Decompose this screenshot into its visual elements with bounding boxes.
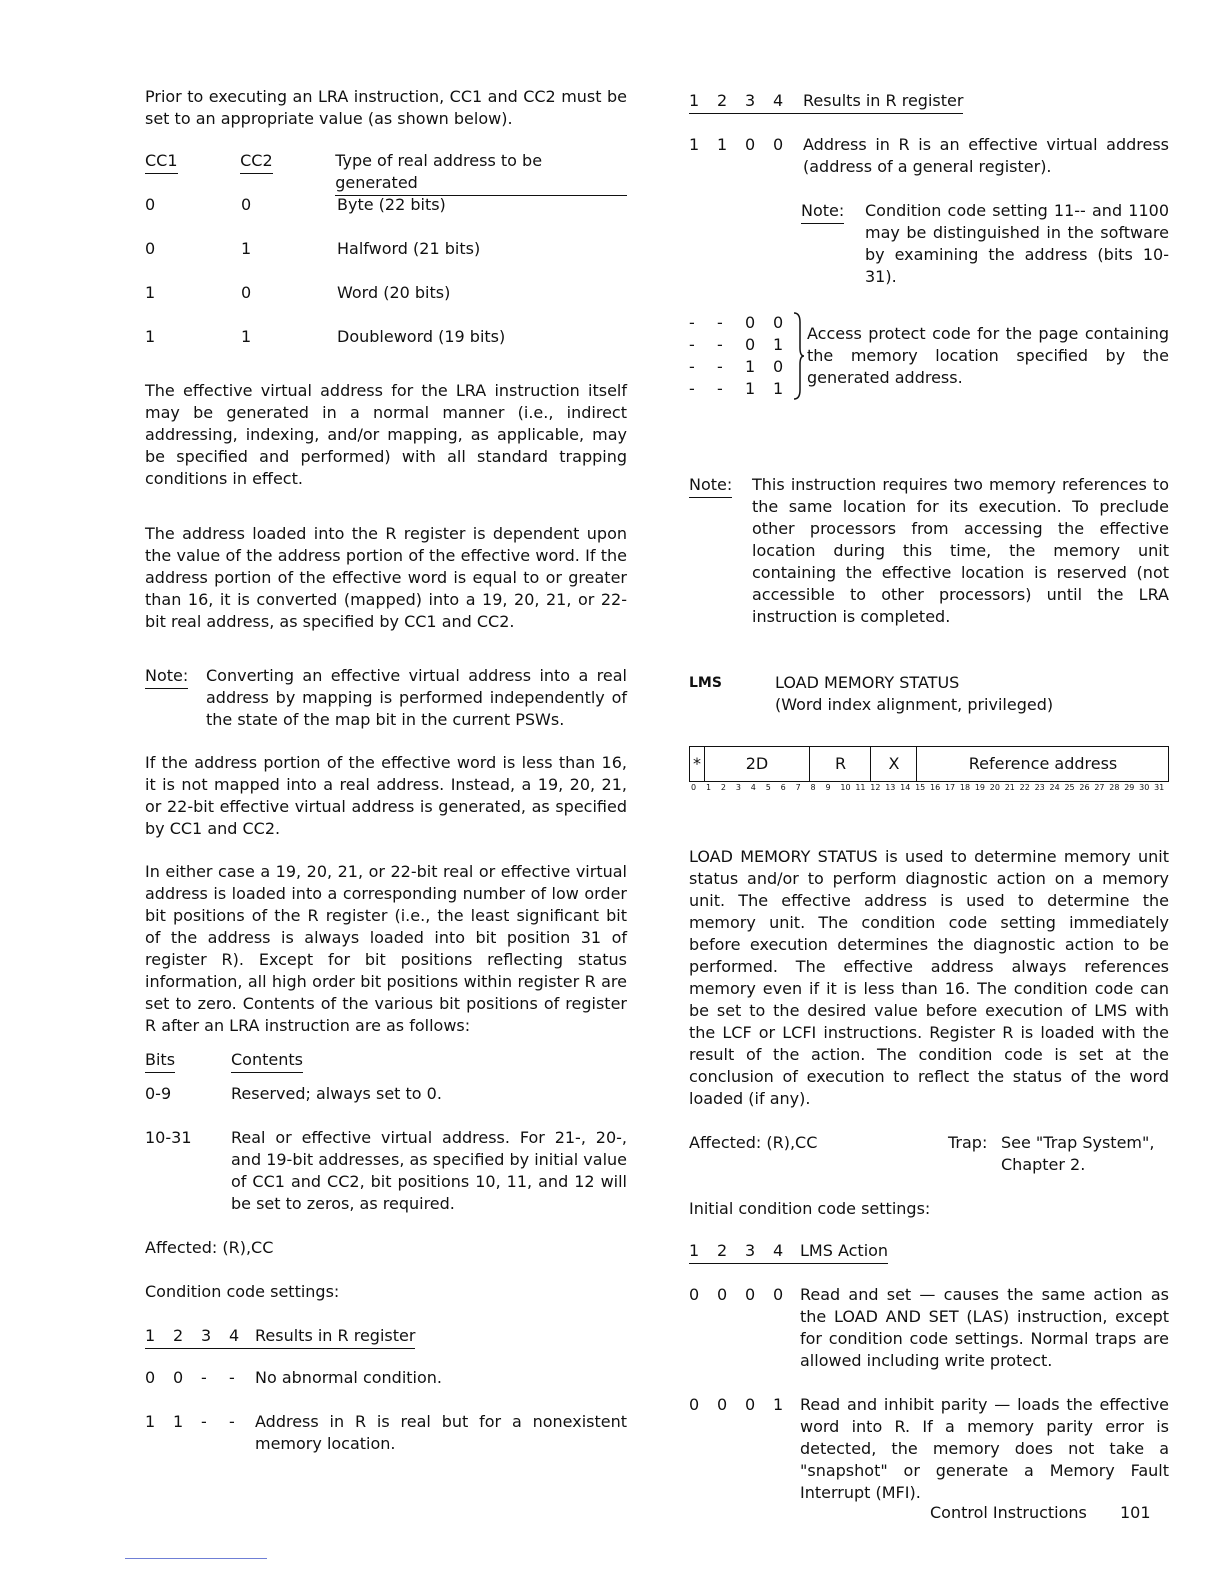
cc1-value: 0: [145, 195, 156, 214]
paragraph-effective-address: The effective virtual address for the LRA instruction itself may be generated in a normal manner (i.e., indirect addressing, indexing, and/or mapping, as applicable, may be specified and performed) with all standard trapping conditions in effect.: [145, 381, 627, 488]
bit-1-label: 1: [689, 91, 700, 110]
bit-number: 2: [720, 783, 726, 792]
access-bits: - - 0 0 - - 0 1 - - 1 0 - - 1 1: [689, 313, 784, 398]
bit-value: 0: [717, 1285, 728, 1304]
bit-value: 1: [717, 135, 728, 154]
bit-number: 23: [1034, 783, 1045, 792]
bit-number: 12: [870, 783, 881, 792]
bit-3-label: 3: [201, 1326, 212, 1345]
bit-number: 11: [855, 783, 866, 792]
bit-number: 1: [705, 783, 712, 792]
bit-value: -: [229, 1368, 235, 1387]
bit-number: 26: [1079, 783, 1090, 792]
cc-table: [145, 150, 627, 348]
lms-name: LOAD MEMORY STATUS: [775, 673, 960, 692]
result-text: Address in R is real but for a nonexistent memory location.: [255, 1412, 627, 1453]
note-label: Note:: [145, 665, 188, 689]
bit-number: 10: [840, 783, 851, 792]
access-protect-group: [689, 312, 1169, 400]
right-column: [689, 90, 1169, 1504]
bit-1-label: 1: [145, 1326, 156, 1345]
bit-value: 0: [145, 1368, 156, 1387]
bits-table-row: [145, 1083, 627, 1105]
bit-value: 1: [173, 1412, 184, 1431]
cc2-value: 0: [241, 283, 252, 302]
results-row: [145, 1411, 627, 1455]
bit-3-label: 3: [745, 1241, 756, 1260]
access-protect-text: Access protect code for the page containing the memory location specified by the generated address.: [807, 324, 1169, 387]
cc2-value: 1: [241, 239, 252, 258]
lms-action-header: [689, 1240, 1169, 1264]
bit-number: 31: [1154, 783, 1165, 792]
page-footer: [930, 1502, 1160, 1524]
bit-4-label: 4: [773, 91, 784, 110]
trap-text: See "Trap System", Chapter 2.: [1001, 1133, 1155, 1174]
cc-table-header: [145, 150, 627, 192]
bit-number: 6: [780, 783, 786, 792]
bit-number: 19: [974, 783, 985, 792]
left-column: [145, 86, 627, 1455]
condition-code-settings-label: Condition code settings:: [145, 1282, 340, 1301]
header-cc1: CC1: [145, 150, 178, 174]
results-header: [145, 1325, 627, 1349]
bit-number: 20: [989, 783, 1000, 792]
bits-table-header: [145, 1049, 627, 1073]
lms-description: LOAD MEMORY STATUS is used to determine memory unit status and/or to perform diagnostic action on a memory unit. The effective address is used to determine the memory unit. The condition code setting immediately before execution determines the diagnostic action to be performed. The effective address always references memory even if it is less than 16. The condition code can be set to the desired value before execution of LMS with the LCF or LCFI instructions. Register R is loaded with the result of the action. The condition code is set at the conclusion of execution to reflect the status of the word loaded (if any).: [689, 847, 1169, 1108]
bit-2-label: 2: [717, 1241, 728, 1260]
bit-2-label: 2: [717, 91, 728, 110]
bit-value: 0: [745, 1285, 756, 1304]
bit-value: 0: [717, 1395, 728, 1414]
type-value: Doubleword (19 bits): [337, 327, 506, 346]
bits-range: 0-9: [145, 1084, 172, 1103]
bits-table-row: [145, 1127, 627, 1215]
bit-number: 8: [810, 783, 816, 792]
lms-mnemonic: LMS: [689, 675, 722, 691]
bit-number-scale: [689, 782, 1167, 794]
bit-number: 0: [691, 783, 697, 792]
bit-number: 18: [959, 783, 971, 792]
bit-value: -: [201, 1412, 207, 1431]
lms-subtitle: (Word index alignment, privileged): [775, 695, 1054, 714]
page-number: 101: [1120, 1503, 1151, 1522]
bit-4-label: 4: [773, 1241, 784, 1260]
bit-number: 15: [915, 783, 926, 792]
results-row: [145, 1367, 627, 1389]
bit-1-label: 1: [689, 1241, 700, 1260]
cc2-value: 1: [241, 327, 252, 346]
cc1-value: 1: [145, 327, 156, 346]
footer-section: Control Instructions: [930, 1503, 1087, 1522]
lms-action-text: Read and set — causes the same action as the LOAD AND SET (LAS) instruction, except for condition code settings. Normal traps are allowed including write protect.: [800, 1285, 1169, 1370]
paragraph-either-case: In either case a 19, 20, 21, or 22-bit real or effective virtual address is loaded into a corresponding number of low order bit positions of the R register (i.e., the least significant bit of the address is always loaded into bit position 31 of register R). Except for bit positions reflecting status information, all high order bit positions within register R are set to zero. Contents of the various bit positions of register R after an LRA instruction are as follows:: [145, 862, 627, 1035]
affected-trap-line: [689, 1132, 1169, 1176]
initial-cc-label: Initial condition code settings:: [689, 1199, 931, 1218]
note-text: This instruction requires two memory references to the same location for its execution. To preclude other processors from accessing the effective location during this time, the memory unit containing the effective location is reserved (not accessible to other processors) until the LRA instruction is completed.: [752, 475, 1169, 626]
bit-number: 14: [900, 783, 911, 792]
cc-table-row: [145, 194, 627, 216]
results-row: [689, 134, 1169, 178]
note-mapping: [145, 665, 627, 731]
bit-number: 27: [1094, 783, 1105, 792]
bit-value: -: [201, 1368, 207, 1387]
affected-line: Affected: (R),CC: [689, 1133, 818, 1152]
cc-table-row: [145, 282, 627, 304]
bit-value: 0: [689, 1395, 700, 1414]
bit-value: 1: [773, 1395, 784, 1414]
bit-number: 29: [1124, 783, 1135, 792]
format-reference-field: Reference address: [968, 754, 1118, 773]
lms-heading: [689, 672, 1169, 716]
bit-number: 24: [1049, 783, 1060, 792]
bit-number: 5: [765, 783, 771, 792]
format-opcode-field: 2D: [705, 747, 810, 781]
bit-value: 0: [745, 1395, 756, 1414]
note-condition-code: [801, 200, 1169, 288]
bit-number: 30: [1139, 783, 1150, 792]
bits-contents: Reserved; always set to 0.: [231, 1084, 442, 1103]
note-text: Condition code setting 11-- and 1100 may be distinguished in the software by examining the address (bits 10-31).: [865, 201, 1169, 286]
note-label: Note:: [801, 200, 844, 224]
bottom-rule: [125, 1558, 267, 1559]
bit-value: 1: [689, 135, 700, 154]
type-value: Word (20 bits): [337, 283, 451, 302]
lms-action-text: Read and inhibit parity — loads the effective word into R. If a memory parity error is detected, the memory does not take a "snapshot" or generate a Memory Fault Interrupt (MFI).: [800, 1395, 1169, 1502]
paragraph-address-loaded: The address loaded into the R register is dependent upon the value of the address portion of the effective word. If the address portion of the effective word is equal to or greater than 16, it is converted (mapped) into a 19, 20, 21, or 22-bit real address, as specified by CC1 and CC2.: [145, 524, 627, 631]
header-cc2: CC2: [240, 150, 273, 174]
bit-number: 21: [1004, 783, 1015, 792]
format-r-field: R: [811, 747, 871, 781]
intro-paragraph: Prior to executing an LRA instruction, CC1 and CC2 must be set to an appropriate value (as shown below).: [145, 87, 627, 128]
type-value: Byte (22 bits): [337, 195, 446, 214]
bits-table: [145, 1049, 627, 1215]
type-value: Halfword (21 bits): [337, 239, 481, 258]
results-header-underline: [145, 1325, 415, 1349]
bit-number: 3: [735, 783, 741, 792]
bit-number: 4: [750, 783, 756, 792]
lms-action-row: [689, 1394, 1169, 1504]
bit-number: 13: [885, 783, 896, 792]
lms-header-underline: [689, 1240, 888, 1264]
affected-line: Affected: (R),CC: [145, 1238, 274, 1257]
trap-label: Trap:: [948, 1133, 988, 1152]
results-label: Results in R register: [255, 1326, 416, 1345]
brace-icon: [793, 312, 805, 400]
note-label: Note:: [689, 474, 732, 498]
bit-2-label: 2: [173, 1326, 184, 1345]
bit-3-label: 3: [745, 91, 756, 110]
format-box: [689, 746, 1169, 782]
results-header: [689, 90, 1169, 114]
results-label: Results in R register: [803, 91, 964, 110]
result-text: No abnormal condition.: [255, 1368, 443, 1387]
bit-number: 22: [1019, 783, 1030, 792]
bit-number: 16: [930, 783, 941, 792]
lms-action-label: LMS Action: [800, 1241, 889, 1260]
bits-contents: Real or effective virtual address. For 21-, 20-, and 19-bit addresses, as specified by initial value of CC1 and CC2, bit positions 10, 11, and 12 will be set to zeros, as required.: [231, 1128, 627, 1213]
cc-table-row: [145, 238, 627, 260]
lms-action-row: [689, 1284, 1169, 1372]
cc2-value: 0: [241, 195, 252, 214]
note-text: Converting an effective virtual address into a real address by mapping is performed independently of the state of the map bit in the current PSWs.: [206, 666, 627, 729]
cc1-value: 1: [145, 283, 156, 302]
bit-number: 25: [1064, 783, 1075, 792]
bit-number: 7: [795, 783, 801, 792]
bit-value: 0: [689, 1285, 700, 1304]
cc-table-row: [145, 326, 627, 348]
format-indirect-field: *: [690, 747, 705, 781]
instruction-format: [689, 746, 1169, 794]
cc1-value: 0: [145, 239, 156, 258]
bit-value: 0: [773, 135, 784, 154]
note-memory-references: [689, 474, 1169, 628]
format-x-field: X: [872, 747, 917, 781]
header-type: Type of real address to be generated: [335, 150, 627, 196]
results-header-underline: [689, 90, 963, 114]
bit-value: 1: [145, 1412, 156, 1431]
result-text: Address in R is an effective virtual address (address of a general register).: [803, 135, 1169, 176]
bit-4-label: 4: [229, 1326, 240, 1345]
header-bits: Bits: [145, 1049, 175, 1073]
bit-number: 9: [825, 783, 831, 792]
bit-value: -: [229, 1412, 235, 1431]
bit-number: 28: [1109, 783, 1120, 792]
paragraph-less-than-16: If the address portion of the effective word is less than 16, it is not mapped into a real address. Instead, a 19, 20, 21, or 22-bit effective virtual address is generated, as specified by CC1 and CC2.: [145, 753, 627, 838]
bit-value: 0: [773, 1285, 784, 1304]
bit-value: 0: [745, 135, 756, 154]
header-contents: Contents: [231, 1049, 303, 1073]
bits-range: 10-31: [145, 1128, 192, 1147]
bit-value: 0: [173, 1368, 184, 1387]
bit-number: 17: [944, 783, 956, 792]
